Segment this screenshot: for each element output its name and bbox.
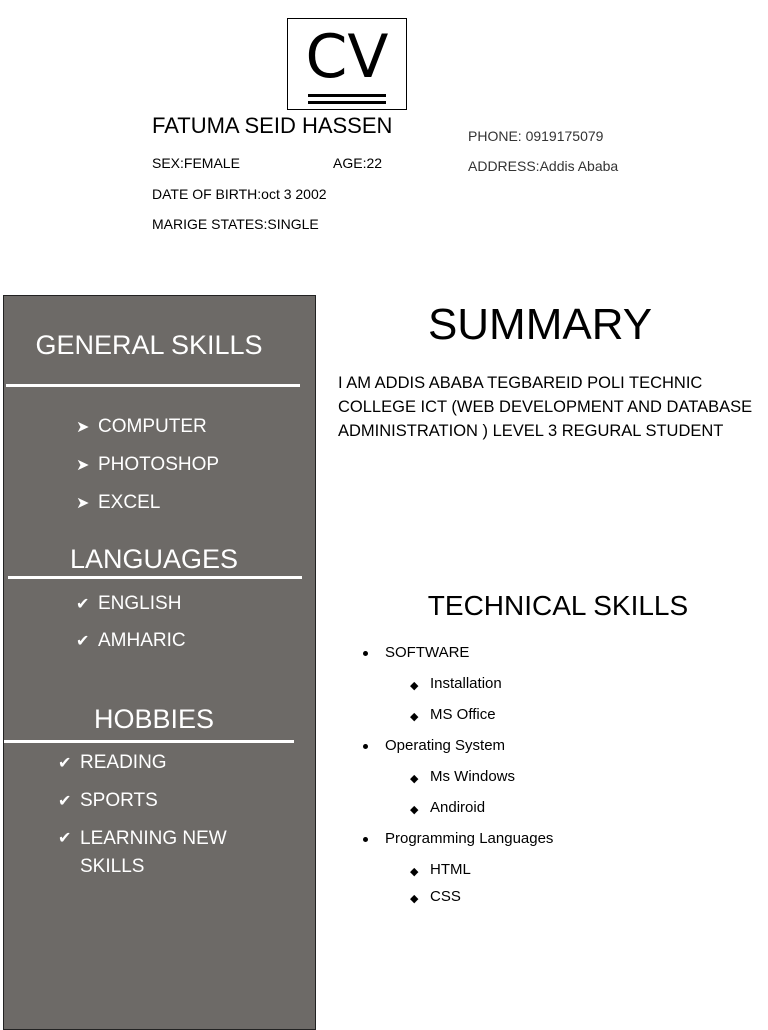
bullet-icon <box>363 744 368 749</box>
list-item: ◆ CSS <box>410 888 461 905</box>
candidate-name: FATUMA SEID HASSEN <box>152 113 393 138</box>
list-item: ◆ MS Office <box>410 706 496 723</box>
section-divider <box>6 384 300 387</box>
languages-heading: LANGUAGES <box>69 544 239 574</box>
check-icon: ✔ <box>76 633 90 650</box>
arrow-icon: ➤ <box>76 419 90 436</box>
list-item: ◆ Ms Windows <box>410 768 516 785</box>
list-item: ✔ ENGLISH <box>76 590 181 619</box>
arrow-icon: ➤ <box>76 495 90 512</box>
cv-logo-text: CV <box>305 22 389 92</box>
logo-underline <box>308 94 386 97</box>
cv-logo <box>287 18 407 110</box>
summary-heading: SUMMARY <box>427 300 653 349</box>
age-field: AGE:22 <box>333 155 383 171</box>
check-icon: ✔ <box>58 830 72 847</box>
section-divider <box>8 576 302 579</box>
list-item: ➤ PHOTOSHOP <box>76 451 219 480</box>
diamond-bullet-icon: ◆ <box>410 680 419 692</box>
diamond-bullet-icon: ◆ <box>410 866 419 878</box>
hobbies-heading: HOBBIES <box>93 704 215 734</box>
technical-skills-heading: TECHNICAL SKILLS <box>427 590 689 621</box>
sidebar <box>3 295 316 1030</box>
list-item: ✔ SPORTS <box>58 787 158 816</box>
general-skills-heading: GENERAL SKILLS <box>35 330 263 360</box>
list-item: ✔ LEARNING NEW SKILLS <box>58 825 238 881</box>
diamond-bullet-icon: ◆ <box>410 711 419 723</box>
diamond-bullet-icon: ◆ <box>410 773 419 785</box>
list-item: Programming Languages <box>385 830 553 847</box>
list-item: ◆ Andiroid <box>410 799 486 816</box>
logo-underline <box>308 101 386 104</box>
technical-skills-list <box>385 640 765 905</box>
list-item: ➤ EXCEL <box>76 489 160 518</box>
list-item: SOFTWARE <box>385 644 469 661</box>
list-item: ◆ Installation <box>410 675 502 692</box>
bullet-icon <box>363 837 368 842</box>
list-item: ➤ COMPUTER <box>76 413 207 442</box>
list-item: ◆ HTML <box>410 861 471 878</box>
check-icon: ✔ <box>58 793 72 810</box>
arrow-icon: ➤ <box>76 457 90 474</box>
phone-field: PHONE: 0919175079 <box>468 128 604 144</box>
list-item: ✔ AMHARIC <box>76 627 186 656</box>
marital-status-field: MARIGE STATES:SINGLE <box>152 216 319 232</box>
check-icon: ✔ <box>58 755 72 772</box>
diamond-bullet-icon: ◆ <box>410 893 419 905</box>
address-field: ADDRESS:Addis Ababa <box>468 158 619 174</box>
list-item: Operating System <box>385 737 505 754</box>
bullet-icon <box>363 651 368 656</box>
dob-field: DATE OF BIRTH:oct 3 2002 <box>152 186 327 202</box>
summary-text: I AM ADDIS ABABA TEGBAREID POLI TECHNIC COLLEGE ICT (WEB DEVELOPMENT AND DATABASE ADMINISTRATION ) LEVEL 3 REGURAL STUDENT <box>338 374 753 440</box>
diamond-bullet-icon: ◆ <box>410 804 419 816</box>
section-divider <box>4 740 294 743</box>
sex-field: SEX:FEMALE <box>152 155 240 171</box>
check-icon: ✔ <box>76 596 90 613</box>
list-item: ✔ READING <box>58 749 167 778</box>
